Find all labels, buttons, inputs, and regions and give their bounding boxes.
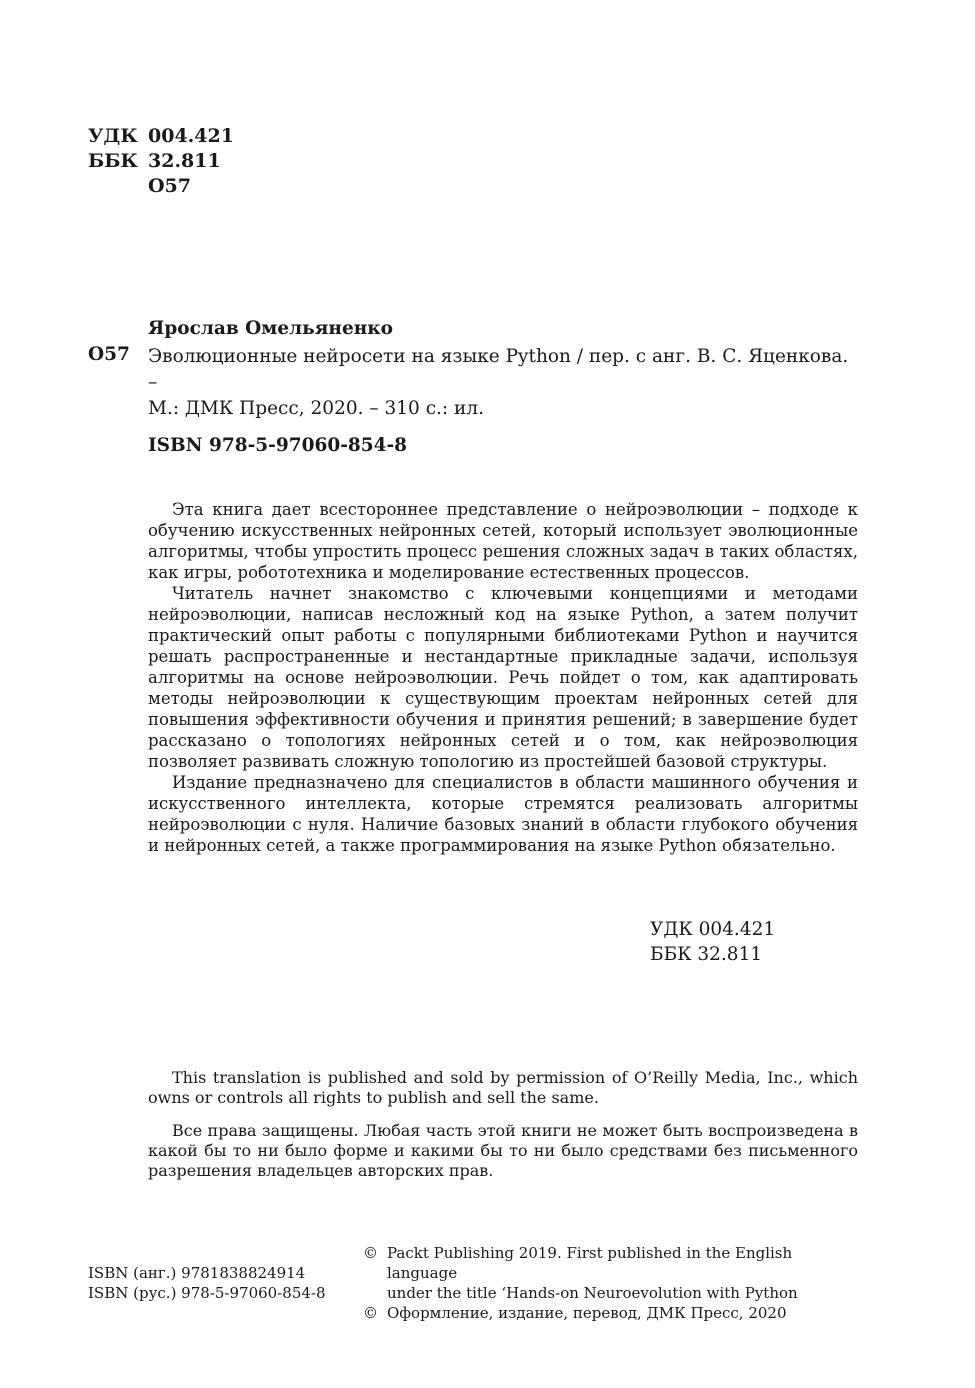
isbn-russian: ISBN (рус.) 978-5-97060-854-8 xyxy=(88,1284,326,1302)
copyright-packt-line-1: Packt Publishing 2019. First published in the English language xyxy=(387,1244,793,1282)
copyright-packt xyxy=(363,1243,858,1303)
rights-notice: Все права защищены. Любая часть этой книги не может быть воспроизведена в какой бы то ни было форме и какими бы то ни было средствами без письменного разрешения владельцев авторских прав. xyxy=(148,1121,858,1180)
udk-row xyxy=(88,124,234,149)
abstract-paragraph-3: Издание предназначено для специалистов в области машинного обучения и искусственного интеллекта, которые стремятся реализовать алгоритмы нейроэволюции с нуля. Наличие базовых знаний в области глубокого обучения и нейронных сетей, а также программирования на языке Python обязательно. xyxy=(148,773,858,855)
bbk-value: 32.811 xyxy=(148,150,221,172)
author-mark-row xyxy=(88,174,234,199)
copyright-dmk-text: Оформление, издание, перевод, ДМК Пресс, 2020 xyxy=(387,1304,787,1322)
udk-summary: УДК 004.421 xyxy=(650,919,776,940)
isbn-list xyxy=(88,1263,326,1303)
legal-notices xyxy=(148,1068,858,1194)
bbk-label: ББК xyxy=(88,150,138,172)
classification-codes xyxy=(88,124,234,199)
author-name: Ярослав Омельяненко xyxy=(148,318,393,339)
title-line-2: М.: ДМК Пресс, 2020. – 310 с.: ил. xyxy=(148,398,485,419)
permission-notice: This translation is published and sold by permission of O’Reilly Media, Inc., which owns or controls all rights to publish and sell the same. xyxy=(148,1068,858,1107)
copyright-icon: © xyxy=(363,1244,378,1262)
copyright-packt-line-2: under the title ‘Hands-on Neuroevolution with Python xyxy=(387,1284,798,1302)
bbk-row xyxy=(88,149,234,174)
copyright-packt-text xyxy=(387,1243,858,1303)
abstract xyxy=(148,499,858,856)
udk-value: 004.421 xyxy=(148,125,234,147)
udk-bbk-summary xyxy=(650,917,775,967)
title-line-1: Эволюционные нейросети на языке Python / пер. с анг. В. С. Яценкова. – xyxy=(148,346,849,393)
cutter-code: О57 xyxy=(88,344,130,365)
author-mark-value: О57 xyxy=(148,175,191,197)
copyright-block xyxy=(363,1243,858,1323)
isbn-main: ISBN 978-5-97060-854-8 xyxy=(148,435,408,456)
copyright-dmk xyxy=(363,1303,858,1323)
bibliographic-title xyxy=(148,344,863,422)
abstract-paragraph-2: Читатель начнет знакомство с ключевыми концепциями и методами нейроэволюции, написав несложный код на языке Python, а затем получит практический опыт работы с популярными библиотеками Python и научится решать распространенные и нестандартные прикладные задачи, используя алгоритмы на основе нейроэволюции. Речь пойдет о том, как адаптировать методы нейроэволюции к существующим проектам нейронных сетей для повышения эффективности обучения и принятия решений; в завершение будет рассказано о топологиях нейронных сетей и о том, как нейроэволюция позволяет развивать сложную топологию из простейшей базовой структуры. xyxy=(148,584,858,771)
abstract-paragraph-1: Эта книга дает всестороннее представление о нейроэволюции – подходе к обучению искусственных нейронных сетей, который использует эволюционные алгоритмы, чтобы упростить процесс решения сложных задач в таких областях, как игры, робототехника и моделирование естественных процессов. xyxy=(148,500,858,582)
isbn-english: ISBN (анг.) 9781838824914 xyxy=(88,1264,306,1282)
copyright-icon: © xyxy=(363,1304,378,1322)
bbk-summary: ББК 32.811 xyxy=(650,944,763,965)
author-mark-label xyxy=(88,174,148,199)
udk-label: УДК xyxy=(88,125,138,147)
